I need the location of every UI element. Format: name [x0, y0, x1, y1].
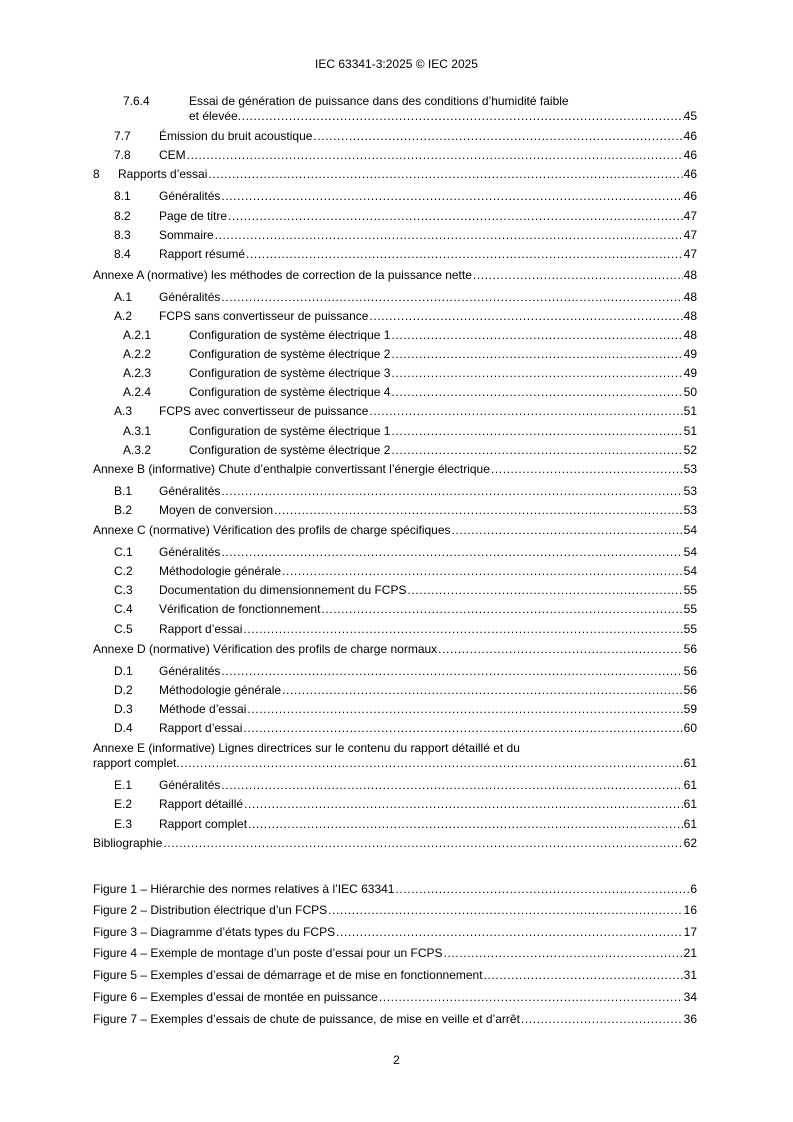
toc-title: Configuration de système électrique 2: [189, 443, 391, 457]
leader-dots: [369, 309, 682, 324]
figure-page: 16: [683, 903, 697, 917]
toc-page: 48: [683, 290, 697, 304]
leader-dots: [176, 756, 683, 771]
leader-dots: [391, 347, 682, 362]
figure-entry-4[interactable]: [93, 946, 697, 961]
figure-page: 17: [683, 925, 697, 939]
leader-dots: [321, 602, 682, 617]
toc-title: Configuration de système électrique 4: [189, 385, 391, 399]
toc-number: 8.2: [114, 209, 131, 223]
toc-number: B.1: [114, 484, 133, 498]
toc-page: 54: [683, 564, 697, 578]
toc-page: 59: [683, 702, 697, 716]
toc-title: Méthodologie générale: [159, 683, 282, 697]
figure-entry-7[interactable]: [93, 1012, 697, 1027]
toc-page: 53: [683, 503, 697, 517]
leader-dots: [282, 564, 683, 579]
toc-entry-e-1[interactable]: [93, 778, 697, 793]
leader-dots: [391, 328, 682, 343]
toc-number: A.3.2: [123, 443, 152, 457]
toc-entry-d-3[interactable]: [93, 702, 697, 717]
leader-dots: [221, 484, 682, 499]
toc-entry-c-2[interactable]: [93, 564, 697, 579]
toc-title: Annexe D (normative) Vérification des profils de charge normaux: [93, 642, 438, 656]
toc-page: 45: [683, 109, 697, 123]
leader-dots: [221, 778, 682, 793]
toc-title: Généralités: [159, 778, 221, 792]
toc-number: C.4: [114, 602, 133, 616]
leader-dots: [248, 817, 683, 832]
toc-entry-c-3[interactable]: [93, 583, 697, 598]
toc-entry-8-2[interactable]: [93, 209, 697, 224]
page-number: 2: [393, 1053, 400, 1067]
toc-entry-7-7[interactable]: [93, 129, 697, 144]
toc-entry-8-3[interactable]: [93, 228, 697, 243]
toc-title: Rapport d’essai: [159, 622, 243, 636]
toc-title: Configuration de système électrique 1: [189, 328, 391, 342]
toc-title: Rapport d’essai: [159, 721, 243, 735]
toc-entry-annexe-a[interactable]: [93, 268, 697, 283]
toc-page: 50: [683, 385, 697, 399]
toc-title: FCPS avec convertisseur de puissance: [159, 404, 369, 418]
figure-entry-1[interactable]: [93, 882, 697, 897]
toc-title: Annexe A (normative) les méthodes de correction de la puissance nette: [93, 268, 472, 282]
leader-dots: [238, 109, 684, 124]
leader-dots: [484, 968, 683, 983]
toc-number: A.2.1: [123, 328, 152, 342]
toc-title: Sommaire: [159, 228, 214, 242]
figure-title: Figure 1 – Hiérarchie des normes relatives à l’IEC 63341: [93, 882, 395, 896]
toc-title: Vérification de fonctionnement: [159, 602, 321, 616]
leader-dots: [215, 228, 683, 243]
figure-page: 36: [683, 1012, 697, 1026]
figure-page: 31: [683, 968, 697, 982]
toc-number: E.2: [114, 797, 133, 811]
leader-dots: [228, 209, 683, 224]
toc-title: Configuration de système électrique 1: [189, 424, 391, 438]
toc-entry-8-1[interactable]: [93, 189, 697, 204]
toc-number: D.1: [114, 664, 133, 678]
toc-title-cont: et élevée: [189, 109, 238, 123]
toc-entry-c-5[interactable]: [93, 622, 697, 637]
toc-page: 52: [683, 443, 697, 457]
figure-title: Figure 2 – Distribution électrique d’un FCPS: [93, 903, 328, 917]
leader-dots: [163, 836, 682, 851]
toc-entry-a-3-1[interactable]: [93, 424, 697, 439]
toc-title: Rapport résumé: [159, 247, 246, 261]
leader-dots: [336, 925, 683, 940]
leader-dots: [491, 462, 683, 477]
toc-number: A.2.3: [123, 366, 152, 380]
leader-dots: [221, 189, 682, 204]
toc-entry-e-2[interactable]: [93, 797, 697, 812]
toc-title: Généralités: [159, 290, 221, 304]
toc-number: D.3: [114, 702, 133, 716]
toc-page: 56: [683, 642, 697, 656]
toc-number: A.1: [114, 290, 133, 304]
toc-number: A.2.2: [123, 347, 152, 361]
figure-page: 6: [690, 882, 697, 896]
toc-title: Annexe E (informative) Lignes directrices sur le contenu du rapport détaillé et du: [93, 741, 520, 755]
toc-number: 8.4: [114, 247, 131, 261]
toc-title: Émission du bruit acoustique: [159, 129, 313, 143]
toc-entry-e-3[interactable]: [93, 817, 697, 832]
toc-page: 49: [683, 347, 697, 361]
leader-dots: [246, 247, 683, 262]
toc-page: 47: [683, 247, 697, 261]
figure-entry-6[interactable]: [93, 990, 697, 1005]
toc-entry-8-4[interactable]: [93, 247, 697, 262]
leader-dots: [438, 642, 682, 657]
figure-title: Figure 7 – Exemples d’essais de chute de puissance, de mise en veille et d’arrêt: [93, 1012, 520, 1026]
toc-entry-d-4[interactable]: [93, 721, 697, 736]
toc-page: 61: [683, 756, 697, 770]
toc-entry-d-2[interactable]: [93, 683, 697, 698]
toc-title: Documentation du dimensionnement du FCPS: [159, 583, 407, 597]
toc-number: 8.3: [114, 228, 131, 242]
toc-entry-b-1[interactable]: [93, 484, 697, 499]
toc-page: 55: [683, 622, 697, 636]
leader-dots: [391, 385, 682, 400]
toc-number: A.3: [114, 404, 133, 418]
toc-entry-a-2-3[interactable]: [93, 366, 697, 381]
toc-title: Généralités: [159, 664, 221, 678]
toc-page: 46: [683, 148, 697, 162]
leader-dots: [407, 583, 682, 598]
toc-entry-annexe-d[interactable]: [93, 642, 697, 657]
leader-dots: [391, 424, 682, 439]
leader-dots: [395, 882, 689, 897]
figure-entry-2[interactable]: [93, 903, 697, 918]
toc-title: Généralités: [159, 189, 221, 203]
leader-dots: [243, 622, 682, 637]
toc-page: 47: [683, 228, 697, 242]
page-header: IEC 63341-3:2025 © IEC 2025: [315, 57, 478, 71]
toc-title: Page de titre: [159, 209, 228, 223]
toc-page: 47: [683, 209, 697, 223]
toc-title: Bibliographie: [93, 836, 163, 850]
toc-entry-d-1[interactable]: [93, 664, 697, 679]
leader-dots: [328, 903, 683, 918]
figure-entry-5[interactable]: [93, 968, 697, 983]
leader-dots: [243, 721, 682, 736]
figure-entry-3[interactable]: [93, 925, 697, 940]
toc-page: 54: [683, 545, 697, 559]
toc-page: 48: [683, 309, 697, 323]
leader-dots: [244, 797, 683, 812]
leader-dots: [379, 990, 683, 1005]
toc-title: Rapports d’essai: [118, 167, 208, 181]
figure-title: Figure 3 – Diagramme d’états types du FCPS: [93, 925, 336, 939]
toc-entry-bibliographie[interactable]: [93, 836, 697, 851]
toc-page: 61: [683, 778, 697, 792]
toc-number: C.2: [114, 564, 133, 578]
leader-dots: [521, 1012, 683, 1027]
toc-entry-annexe-c[interactable]: [93, 523, 697, 538]
leader-dots: [274, 503, 683, 518]
leader-dots: [208, 167, 682, 182]
figure-title: Figure 5 – Exemples d’essai de démarrage et de mise en fonctionnement: [93, 968, 483, 982]
toc-page: 55: [683, 602, 697, 616]
toc-number: C.3: [114, 583, 133, 597]
toc-page: 56: [683, 664, 697, 678]
toc-page: 48: [683, 268, 697, 282]
toc-number: 7.8: [114, 148, 131, 162]
toc-page: 61: [683, 797, 697, 811]
toc-title: Méthode d’essai: [159, 702, 247, 716]
figure-title: Figure 4 – Exemple de montage d’un poste d’essai pour un FCPS: [93, 946, 443, 960]
toc-page: 51: [683, 424, 697, 438]
toc-title: Annexe C (normative) Vérification des profils de charge spécifiques: [93, 523, 451, 537]
toc-entry-8[interactable]: [93, 167, 697, 182]
toc-entry-c-1[interactable]: [93, 545, 697, 560]
toc-title: Configuration de système électrique 2: [189, 347, 391, 361]
leader-dots: [187, 148, 683, 163]
toc-page: 56: [683, 683, 697, 697]
toc-title-cont: rapport complet: [93, 756, 177, 770]
toc-entry-a-1[interactable]: [93, 290, 697, 305]
toc-title: Méthodologie générale: [159, 564, 282, 578]
toc-page: 62: [683, 836, 697, 850]
toc-title: Rapport complet: [159, 817, 248, 831]
toc-title: Généralités: [159, 545, 221, 559]
toc-number: B.2: [114, 503, 133, 517]
leader-dots: [282, 683, 683, 698]
toc-number: 7.6.4: [123, 94, 150, 108]
toc-page: 46: [683, 167, 697, 181]
leader-dots: [221, 545, 682, 560]
toc-page: 60: [683, 721, 697, 735]
toc-number: E.1: [114, 778, 133, 792]
toc-page: 46: [683, 189, 697, 203]
leader-dots: [391, 366, 682, 381]
toc-page: 55: [683, 583, 697, 597]
toc-entry-7-8[interactable]: [93, 148, 697, 163]
toc-title: CEM: [159, 148, 186, 162]
toc-entry-b-2[interactable]: [93, 503, 697, 518]
toc-entry-a-2-4[interactable]: [93, 385, 697, 400]
leader-dots: [444, 946, 683, 961]
figure-title: Figure 6 – Exemples d’essai de montée en puissance: [93, 990, 378, 1004]
toc-number: A.2.4: [123, 385, 152, 399]
leader-dots: [452, 523, 683, 538]
toc-page: 51: [683, 404, 697, 418]
toc-entry-a-3-2[interactable]: [93, 443, 697, 458]
toc-page: 48: [683, 328, 697, 342]
toc-entry-a-2-1[interactable]: [93, 328, 697, 343]
toc-number: A.2: [114, 309, 133, 323]
toc-title: FCPS sans convertisseur de puissance: [159, 309, 369, 323]
leader-dots: [221, 290, 682, 305]
toc-number: 8: [93, 167, 100, 181]
toc-entry-a-2-2[interactable]: [93, 347, 697, 362]
toc-number: D.4: [114, 721, 133, 735]
toc-number: D.2: [114, 683, 133, 697]
toc-number: E.3: [114, 817, 133, 831]
figure-page: 34: [683, 990, 697, 1004]
toc-page: 53: [683, 462, 697, 476]
leader-dots: [391, 443, 682, 458]
toc-title: Configuration de système électrique 3: [189, 366, 391, 380]
leader-dots: [313, 129, 682, 144]
toc-page: 46: [683, 129, 697, 143]
leader-dots: [247, 702, 682, 717]
leader-dots: [369, 404, 682, 419]
toc-number: C.1: [114, 545, 133, 559]
toc-page: 61: [683, 817, 697, 831]
toc-title: Annexe B (informative) Chute d’enthalpie convertissant l’énergie électrique: [93, 462, 490, 476]
toc-entry-c-4[interactable]: [93, 602, 697, 617]
toc-number: A.3.1: [123, 424, 152, 438]
toc-title: Rapport détaillé: [159, 797, 244, 811]
toc-number: C.5: [114, 622, 133, 636]
toc-entry-7-6-4[interactable]: [93, 94, 697, 124]
toc-page: 49: [683, 366, 697, 380]
toc-page: 53: [683, 484, 697, 498]
leader-dots: [473, 268, 683, 283]
leader-dots: [221, 664, 682, 679]
toc-number: 8.1: [114, 189, 131, 203]
toc-number: 7.7: [114, 129, 131, 143]
toc-title: Essai de génération de puissance dans des conditions d’humidité faible: [189, 94, 569, 108]
toc-title: Moyen de conversion: [159, 503, 274, 517]
toc-entry-annexe-b[interactable]: [93, 462, 697, 477]
toc-page: 54: [683, 523, 697, 537]
toc-entry-a-3[interactable]: [93, 404, 697, 419]
toc-entry-annexe-e[interactable]: [93, 741, 697, 771]
toc-entry-a-2[interactable]: [93, 309, 697, 324]
toc-title: Généralités: [159, 484, 221, 498]
figure-page: 21: [683, 946, 697, 960]
